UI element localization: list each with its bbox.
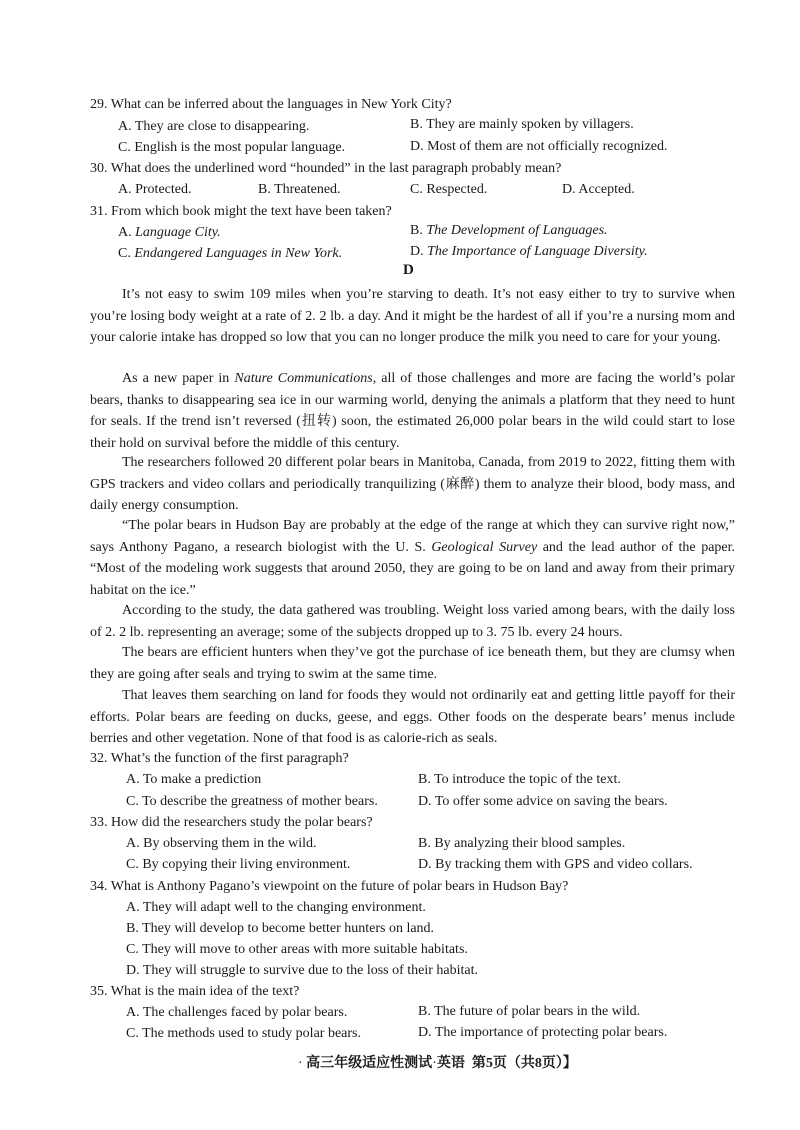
question-stem: What is the main idea of the text? — [110, 984, 300, 999]
option-32-c[interactable]: C. To describe the greatness of mother bears. — [126, 794, 378, 809]
book-title: The Development of Languages. — [426, 223, 608, 238]
question-29 — [90, 94, 730, 115]
question-number: 31. — [90, 204, 108, 219]
passage-paragraph-7: That leaves them searching on land for foods they would not ordinarily eat and getting little payoff for their efforts. Polar bears are feeding on ducks, geese, and eggs. Other foods on the desperate bears’ menus include berries and other vegetation. None of that food is as calorie-rich as seals. — [90, 688, 735, 746]
option-31-d[interactable]: D. The Importance of Language Diversity. — [410, 244, 648, 259]
question-stem: What is Anthony Pagano’s viewpoint on the future of polar bears in Hudson Bay? — [110, 879, 569, 894]
option-31-c[interactable]: C. Endangered Languages in New York. — [118, 246, 343, 261]
passage-paragraph-3: The researchers followed 20 different polar bears in Manitoba, Canada, from 2019 to 2022, fitting them with GPS trackers and video collars and periodically tranquilizing (麻醉) them to analyze their blood, body mass, and daily energy consumption. — [90, 455, 735, 513]
agency-name: Geological Survey — [431, 539, 538, 555]
question-number: 30. — [90, 161, 108, 176]
question-33 — [90, 812, 730, 833]
book-title: The Importance of Language Diversity. — [427, 244, 648, 259]
option-34-c[interactable]: C. They will move to other areas with more suitable habitats. — [126, 942, 468, 957]
question-32 — [90, 748, 730, 769]
passage-paragraph-1: It’s not easy to swim 109 miles when you’re starving to death. It’s not easy either to try to survive when you’re losing body weight at a rate of 2. 2 lb. a day. And it might be the hardest of all if you’re a nursing mom and your calorie intake has dropped so low that you can no longer produce the milk you need to care for your young. — [90, 287, 735, 345]
option-31-a[interactable]: A. Language City. — [118, 225, 221, 240]
passage-paragraph-5: According to the study, the data gathered was troubling. Weight loss varied among bears, with the daily loss of 2. 2 lb. representing an average; some of the subjects dropped up to 3. 75 lb. every 24 hours. — [90, 603, 735, 640]
option-30-d[interactable]: D. Accepted. — [562, 182, 635, 197]
book-title: Language City. — [135, 225, 221, 240]
option-29-d[interactable]: D. Most of them are not officially recognized. — [410, 139, 668, 154]
question-number: 32. — [90, 751, 108, 766]
option-31-b[interactable]: B. The Development of Languages. — [410, 223, 608, 238]
exam-name: 高三年级适应性测试 — [306, 1056, 433, 1071]
option-32-b[interactable]: B. To introduce the topic of the text. — [418, 772, 621, 787]
option-34-a[interactable]: A. They will adapt well to the changing environment. — [126, 900, 426, 915]
option-29-a[interactable]: A. They are close to disappearing. — [118, 119, 310, 134]
option-34-b[interactable]: B. They will develop to become better hunters on land. — [126, 921, 435, 936]
question-34 — [90, 876, 730, 897]
question-stem: What does the underlined word “hounded” in the last paragraph probably mean? — [110, 161, 562, 176]
journal-name: Nature Communications — [234, 371, 373, 386]
question-stem: From which book might the text have been taken? — [111, 204, 392, 219]
option-32-a[interactable]: A. To make a prediction — [126, 772, 262, 787]
page-footer: · 高三年级适应性测试·英语 第5页（共8页）】 — [298, 1056, 577, 1071]
option-29-c[interactable]: C. English is the most popular language. — [118, 140, 346, 155]
option-35-d[interactable]: D. The importance of protecting polar bears. — [418, 1025, 668, 1040]
option-33-d[interactable]: D. By tracking them with GPS and video collars. — [418, 857, 693, 872]
question-stem: What can be inferred about the languages in New York City? — [110, 97, 452, 112]
page-number: 第5页（共8页）】 — [471, 1056, 577, 1071]
subject-name: 英语 — [436, 1056, 465, 1071]
option-34-d[interactable]: D. They will struggle to survive due to the loss of their habitat. — [126, 963, 479, 978]
passage-paragraph-4: “The polar bears in Hudson Bay are probably at the edge of the range at which they can survive right now,” says Anthony Pagano, a research biologist with the U. S. Geological Survey and the lead author of the paper. “Most of the modeling work suggests that around 2050, they are going to be on land and away from their primary habitat on the ice.” — [90, 518, 736, 598]
passage-paragraph-6: The bears are efficient hunters when they’ve got the purchase of ice beneath them, but they are clumsy when they are going after seals and trying to swim at the same time. — [90, 645, 735, 682]
option-33-a[interactable]: A. By observing them in the wild. — [126, 836, 317, 851]
section-letter: D — [403, 262, 414, 278]
question-number: 33. — [90, 815, 108, 830]
question-number: 35. — [90, 984, 108, 999]
question-30 — [90, 158, 730, 179]
passage-paragraph-2: As a new paper in Nature Communications, all of those challenges and more are facing the world’s polar bears, thanks to disappearing sea ice in our warming world, denying the animals a platform that they need to hunt for seals. If the trend isn’t reversed (扭转) soon, the estimated 26,000 polar bears in the wild could start to lose their hold on survival before the middle of this century. — [90, 371, 736, 451]
option-30-b[interactable]: B. Threatened. — [258, 182, 341, 197]
option-30-a[interactable]: A. Protected. — [118, 182, 192, 197]
option-32-d[interactable]: D. To offer some advice on saving the bears. — [418, 794, 668, 809]
option-33-c[interactable]: C. By copying their living environment. — [126, 857, 351, 872]
book-title: Endangered Languages in New York. — [134, 246, 343, 261]
question-35 — [90, 981, 730, 1002]
question-31 — [90, 201, 730, 222]
option-35-b[interactable]: B. The future of polar bears in the wild. — [418, 1004, 641, 1019]
question-number: 29. — [90, 97, 108, 112]
option-33-b[interactable]: B. By analyzing their blood samples. — [418, 836, 626, 851]
question-stem: How did the researchers study the polar bears? — [111, 815, 373, 830]
option-35-a[interactable]: A. The challenges faced by polar bears. — [126, 1005, 348, 1020]
question-stem: What’s the function of the first paragraph? — [110, 751, 349, 766]
option-30-c[interactable]: C. Respected. — [410, 182, 488, 197]
option-35-c[interactable]: C. The methods used to study polar bears. — [126, 1026, 361, 1041]
question-number: 34. — [90, 879, 108, 894]
option-29-b[interactable]: B. They are mainly spoken by villagers. — [410, 117, 634, 132]
